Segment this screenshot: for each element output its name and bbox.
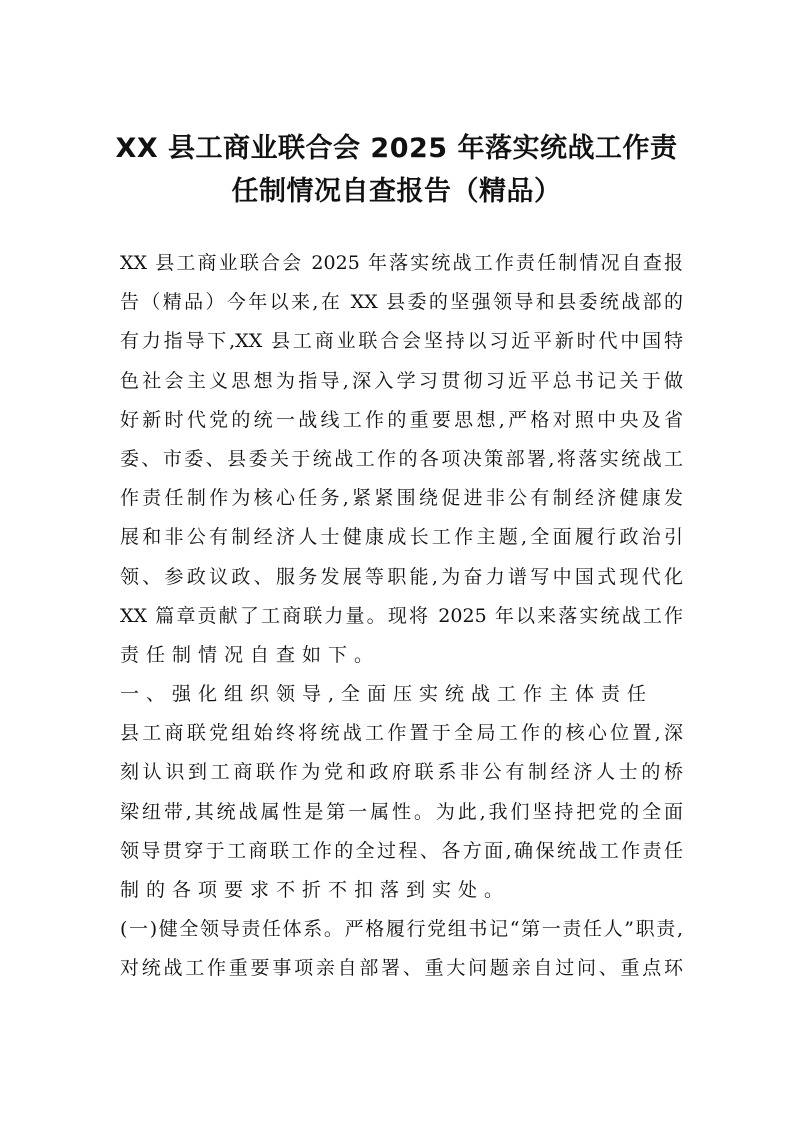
body-text-line: 好新时代党的统一战线工作的重要思想,严格对照中央及省 — [120, 408, 683, 431]
body-text-line: (一)健全领导责任体系。严格履行党组书记“第一责任人”职责, — [120, 918, 683, 941]
document-title-line-1: XX 县工商业联合会 2025 年落实统战工作责 — [115, 133, 678, 164]
body-text-line: 告（精品）今年以来,在 XX 县委的坚强领导和县委统战部的 — [120, 291, 683, 314]
body-text-line: XX 县工商业联合会 2025 年落实统战工作责任制情况自查报 — [120, 252, 683, 274]
body-text-line: 色社会主义思想为指导,深入学习贯彻习近平总书记关于做 — [120, 369, 683, 392]
body-text-line: 展和非公有制经济人士健康成长工作主题,全面履行政治引 — [120, 526, 683, 549]
body-text-line: 委、市委、县委关于统战工作的各项决策部署,将落实统战工 — [120, 447, 683, 470]
body-text-line: 责任制情况自查如下。 — [120, 643, 381, 666]
document-body — [120, 244, 683, 989]
body-text-line: 作责任制作为核心任务,紧紧围绕促进非公有制经济健康发 — [120, 487, 683, 510]
document-title-line-2: 任制情况自查报告（精品） — [231, 176, 562, 207]
body-text-line: 县工商联党组始终将统战工作置于全局工作的核心位置,深 — [120, 722, 683, 745]
body-text-line: 制的各项要求不折不扣落到实处。 — [120, 879, 511, 901]
body-text-line: 一、强化组织领导,全面压实统战工作主体责任 — [120, 683, 654, 706]
body-text-line: 刻认识到工商联作为党和政府联系非公有制经济人士的桥 — [120, 761, 683, 784]
body-text-line: 对统战工作重要事项亲自部署、重大问题亲自过问、重点环 — [120, 957, 683, 980]
body-text-line: 梁纽带,其统战属性是第一属性。为此,我们坚持把党的全面 — [120, 800, 683, 823]
body-text-line: 领、参政议政、服务发展等职能,为奋力谱写中国式现代化 — [120, 565, 683, 588]
body-text-line: 有力指导下,XX 县工商业联合会坚持以习近平新时代中国特 — [120, 330, 683, 353]
body-text-line: 领导贯穿于工商联工作的全过程、各方面,确保统战工作责任 — [120, 839, 683, 862]
body-text-line: XX 篇章贡献了工商联力量。现将 2025 年以来落实统战工作 — [120, 604, 683, 627]
